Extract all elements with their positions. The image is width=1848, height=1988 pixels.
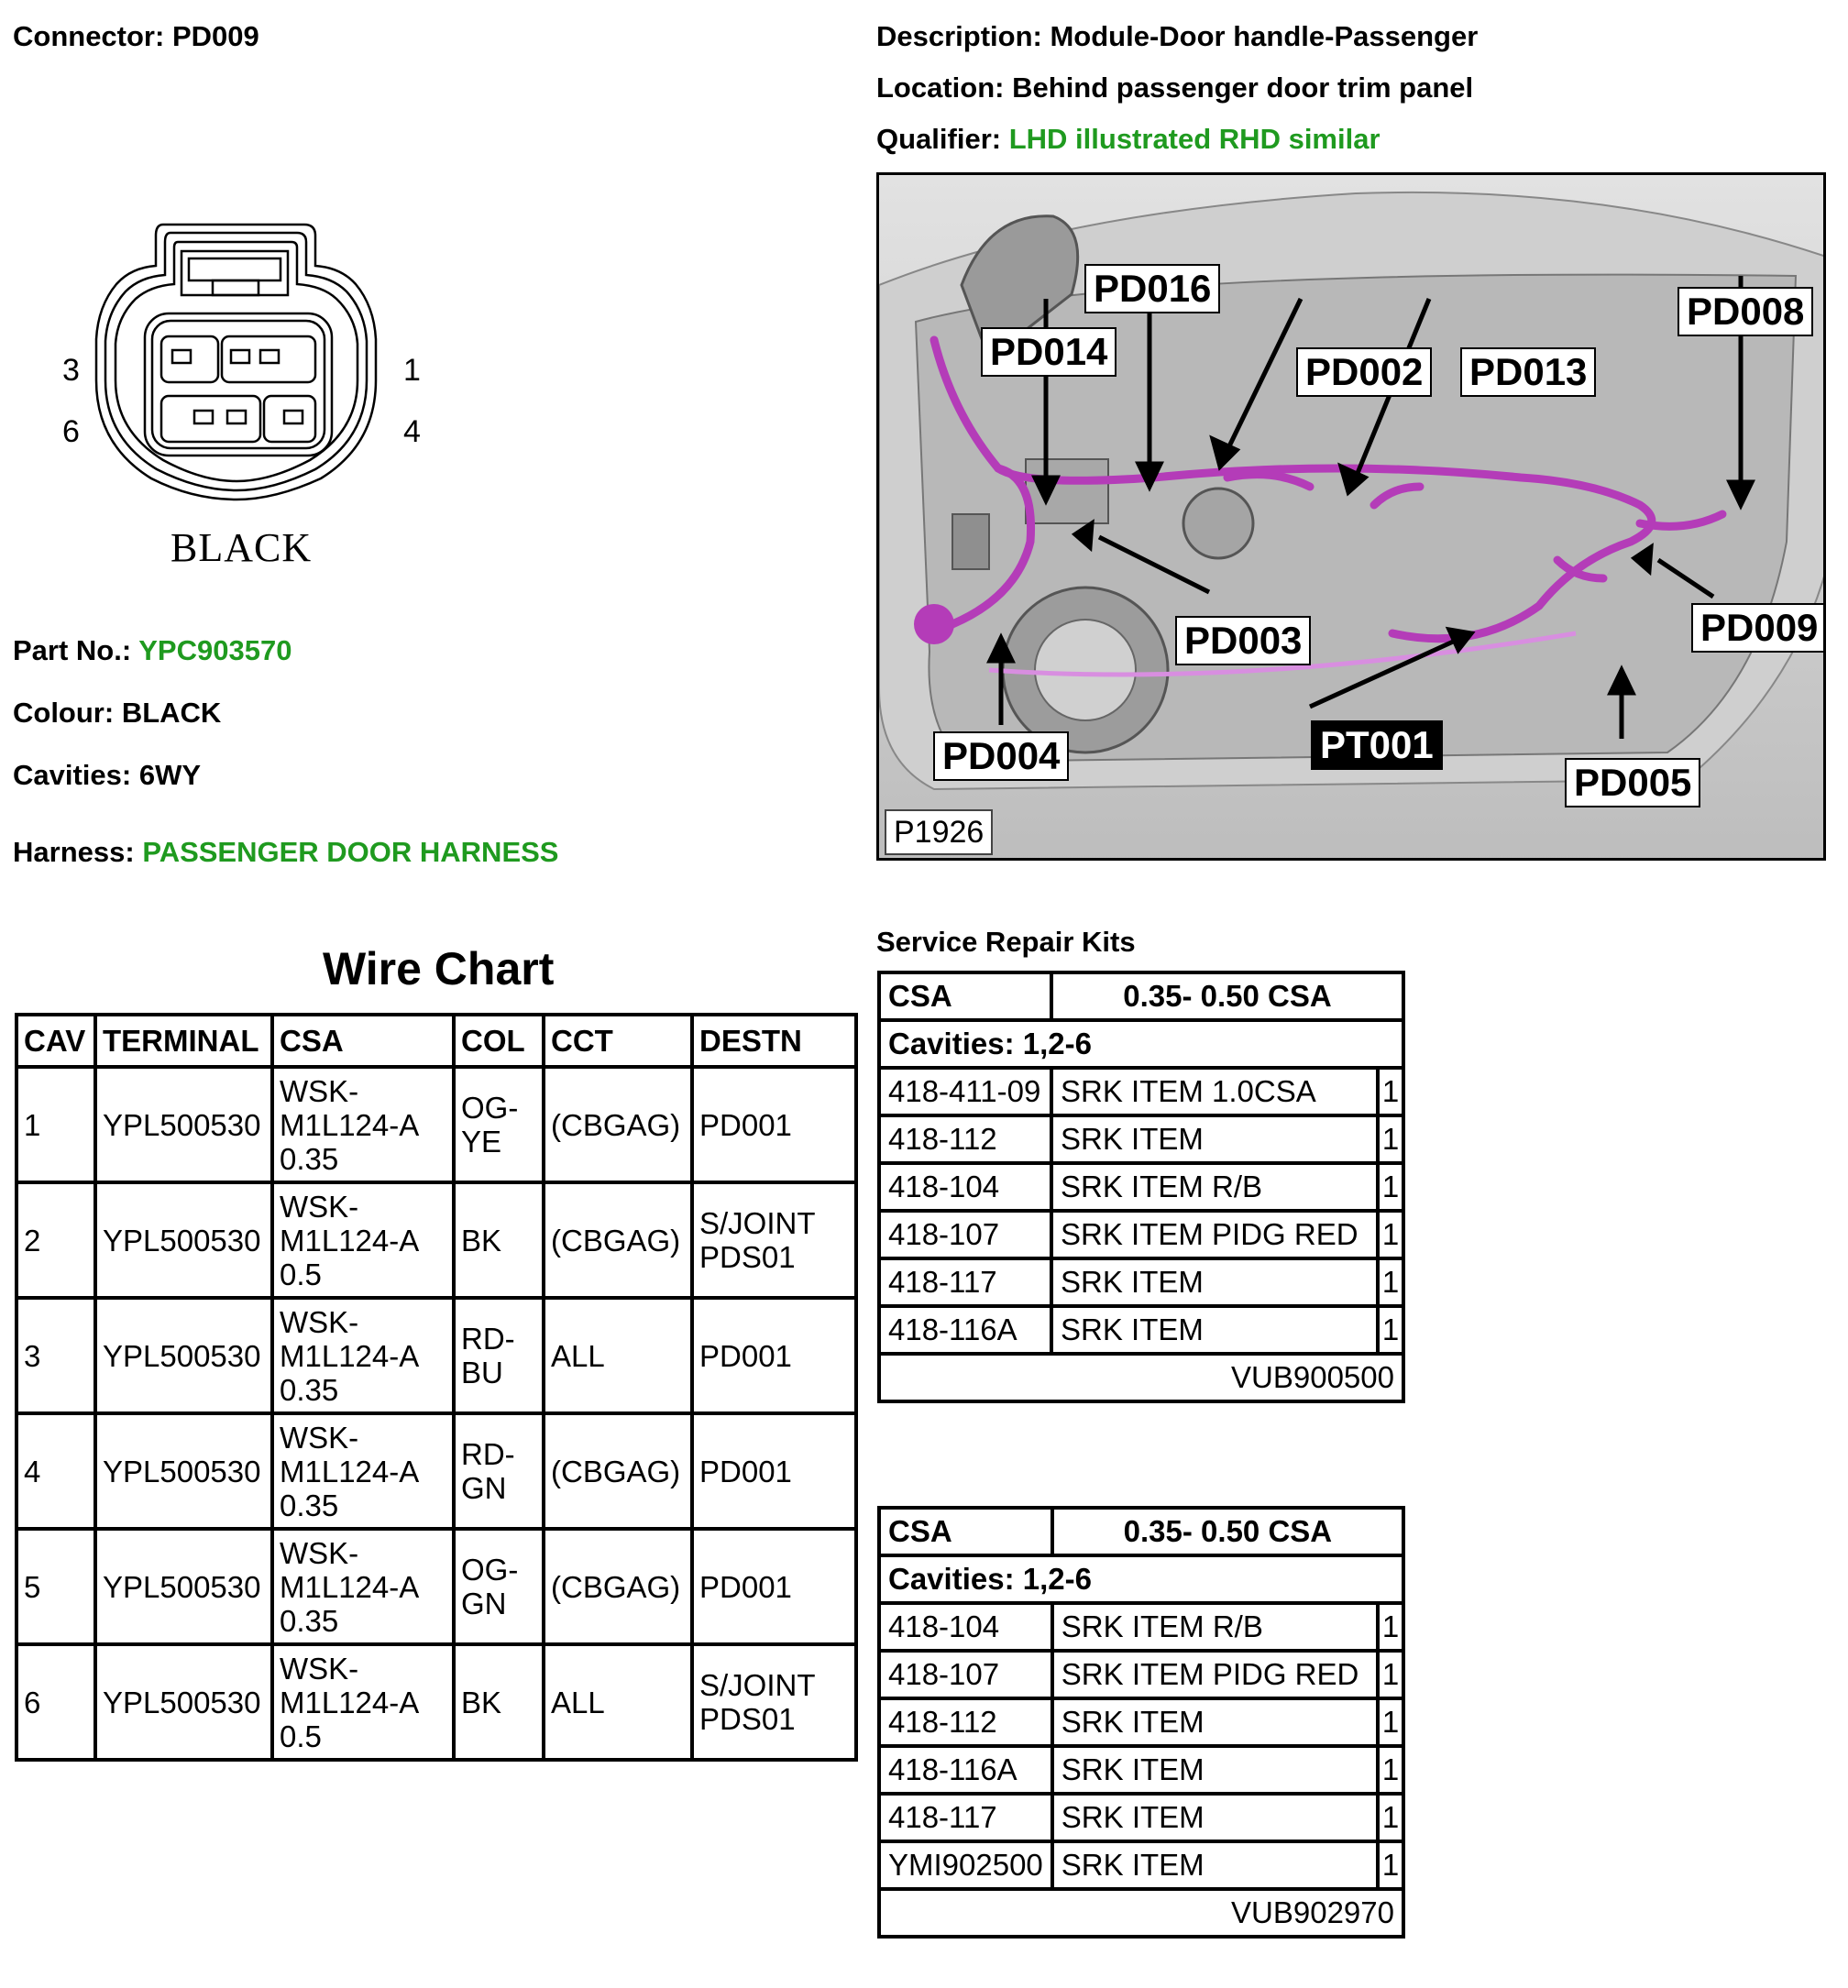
harness-line: Harness: PASSENGER DOOR HARNESS — [13, 836, 559, 868]
cell-terminal: YPL500530 — [95, 1529, 272, 1644]
wire-chart-title: Wire Chart — [323, 943, 555, 994]
table-row: 418-116A SRK ITEM 1 — [879, 1306, 1403, 1354]
callout-pd013: PD013 — [1460, 347, 1596, 397]
cell-cct: ALL — [544, 1644, 692, 1760]
table-row: 418-411-09 SRK ITEM 1.0CSA 1 — [879, 1068, 1403, 1115]
kit-csa-label: CSA — [879, 972, 1051, 1020]
col-header-csa: CSA — [272, 1015, 454, 1067]
kit-cavities: Cavities: 1,2-6 — [879, 1020, 1403, 1068]
kit-number: VUB900500 — [879, 1354, 1403, 1401]
picture-number: P1926 — [885, 809, 993, 855]
cell-col: RD- BU — [454, 1298, 544, 1413]
callout-pd004: PD004 — [933, 731, 1069, 781]
kit-header-row — [879, 1508, 1403, 1555]
cell-col: BK — [454, 1644, 544, 1760]
kit-number: VUB902970 — [879, 1889, 1403, 1937]
cell-col: BK — [454, 1182, 544, 1298]
kit-header-row — [879, 972, 1403, 1020]
cell-csa: WSK- M1L124-A 0.35 — [272, 1413, 454, 1529]
connector-id: PD009 — [171, 20, 259, 52]
kit-cavities: Cavities: 1,2-6 — [879, 1555, 1403, 1603]
callout-pd002: PD002 — [1296, 347, 1432, 397]
cell-col: RD- GN — [454, 1413, 544, 1529]
harness-value: PASSENGER DOOR HARNESS — [142, 836, 559, 868]
colour-value: BLACK — [121, 697, 222, 729]
connector-outline — [0, 211, 477, 577]
connector-line: Connector: PD009 — [13, 20, 259, 52]
cell-cav: 6 — [16, 1644, 95, 1760]
pin-3-label: 3 — [62, 353, 80, 388]
kit-cavities-row — [879, 1020, 1403, 1068]
wire-chart-header-row — [16, 1015, 856, 1067]
kit-number-row — [879, 1889, 1403, 1937]
col-header-cav: CAV — [16, 1015, 95, 1067]
table-row — [16, 1413, 856, 1529]
cell-cav: 5 — [16, 1529, 95, 1644]
pin-6-label: 6 — [62, 414, 80, 449]
qualifier-line: Qualifier: LHD illustrated RHD similar — [876, 123, 1380, 155]
col-header-terminal: TERMINAL — [95, 1015, 272, 1067]
cell-destn: PD001 — [692, 1413, 856, 1529]
cell-destn: PD001 — [692, 1298, 856, 1413]
callout-pd016: PD016 — [1084, 264, 1220, 313]
table-row: 418-107 SRK ITEM PIDG RED 1 — [879, 1651, 1403, 1698]
cell-cct: (CBGAG) — [544, 1182, 692, 1298]
kit-csa-value: 0.35- 0.50 CSA — [1051, 972, 1403, 1020]
pin-1-label: 1 — [403, 353, 421, 388]
kit-csa-label: CSA — [879, 1508, 1052, 1555]
pin-4-label: 4 — [403, 414, 421, 449]
description-value: Module-Door handle-Passenger — [1050, 20, 1479, 52]
cell-cav: 3 — [16, 1298, 95, 1413]
wire-chart-table — [15, 1013, 858, 1762]
table-row: 418-112 SRK ITEM 1 — [879, 1698, 1403, 1746]
cell-csa: WSK- M1L124-A 0.35 — [272, 1529, 454, 1644]
table-row: 418-112 SRK ITEM 1 — [879, 1115, 1403, 1163]
part-no-line: Part No.: YPC903570 — [13, 634, 292, 666]
service-repair-kits-title: Service Repair Kits — [876, 926, 1136, 958]
cell-col: OG- YE — [454, 1067, 544, 1182]
callout-pd014: PD014 — [981, 327, 1116, 377]
table-row — [16, 1298, 856, 1413]
cavities-line: Cavities: 6WY — [13, 759, 202, 791]
kit-csa-value: 0.35- 0.50 CSA — [1052, 1508, 1403, 1555]
cell-cav: 1 — [16, 1067, 95, 1182]
table-row — [16, 1067, 856, 1182]
repair-kit-table-1 — [877, 971, 1405, 1403]
cell-csa: WSK- M1L124-A 0.35 — [272, 1298, 454, 1413]
kit-cavities-row — [879, 1555, 1403, 1603]
col-header-col: COL — [454, 1015, 544, 1067]
cell-cct: (CBGAG) — [544, 1067, 692, 1182]
cell-destn: S/JOINT PDS01 — [692, 1182, 856, 1298]
table-row: 418-116A SRK ITEM 1 — [879, 1746, 1403, 1794]
cell-destn: PD001 — [692, 1067, 856, 1182]
repair-kit-table-2 — [877, 1506, 1405, 1939]
colour-line: Colour: BLACK — [13, 697, 222, 729]
callout-pd009: PD009 — [1691, 603, 1826, 653]
connector-face-diagram — [0, 211, 477, 577]
callout-pd003: PD003 — [1175, 616, 1311, 665]
table-row: 418-104 SRK ITEM R/B 1 — [879, 1163, 1403, 1211]
cell-terminal: YPL500530 — [95, 1644, 272, 1760]
col-header-cct: CCT — [544, 1015, 692, 1067]
table-row: 418-107 SRK ITEM PIDG RED 1 — [879, 1211, 1403, 1258]
table-row: 418-117 SRK ITEM 1 — [879, 1794, 1403, 1841]
cell-terminal: YPL500530 — [95, 1067, 272, 1182]
table-row: 418-117 SRK ITEM 1 — [879, 1258, 1403, 1306]
description-line: Description: Module-Door handle-Passenger — [876, 20, 1479, 52]
qualifier-value: LHD illustrated RHD similar — [1008, 123, 1380, 155]
cell-destn: PD001 — [692, 1529, 856, 1644]
table-row — [16, 1182, 856, 1298]
callout-pt001: PT001 — [1311, 720, 1443, 770]
cell-destn: S/JOINT PDS01 — [692, 1644, 856, 1760]
cell-col: OG- GN — [454, 1529, 544, 1644]
table-row — [16, 1529, 856, 1644]
cell-csa: WSK- M1L124-A 0.5 — [272, 1644, 454, 1760]
table-row — [16, 1644, 856, 1760]
part-no-value: YPC903570 — [138, 634, 292, 666]
cell-terminal: YPL500530 — [95, 1182, 272, 1298]
cell-terminal: YPL500530 — [95, 1413, 272, 1529]
kit-number-row — [879, 1354, 1403, 1401]
callout-pd005: PD005 — [1565, 758, 1700, 807]
cell-cct: ALL — [544, 1298, 692, 1413]
cell-cct: (CBGAG) — [544, 1529, 692, 1644]
door-harness-illustration — [876, 172, 1826, 861]
cell-terminal: YPL500530 — [95, 1298, 272, 1413]
cell-cav: 4 — [16, 1413, 95, 1529]
location-value: Behind passenger door trim panel — [1012, 71, 1474, 104]
table-row: 418-104 SRK ITEM R/B 1 — [879, 1603, 1403, 1651]
col-header-destn: DESTN — [692, 1015, 856, 1067]
cell-cav: 2 — [16, 1182, 95, 1298]
cell-cct: (CBGAG) — [544, 1413, 692, 1529]
table-row: YMI902500 SRK ITEM 1 — [879, 1841, 1403, 1889]
location-line: Location: Behind passenger door trim panel — [876, 71, 1474, 104]
connector-colour-label: BLACK — [170, 525, 313, 570]
cell-csa: WSK- M1L124-A 0.35 — [272, 1067, 454, 1182]
cavities-value: 6WY — [138, 759, 202, 791]
cell-csa: WSK- M1L124-A 0.5 — [272, 1182, 454, 1298]
callout-pd008: PD008 — [1678, 287, 1813, 336]
